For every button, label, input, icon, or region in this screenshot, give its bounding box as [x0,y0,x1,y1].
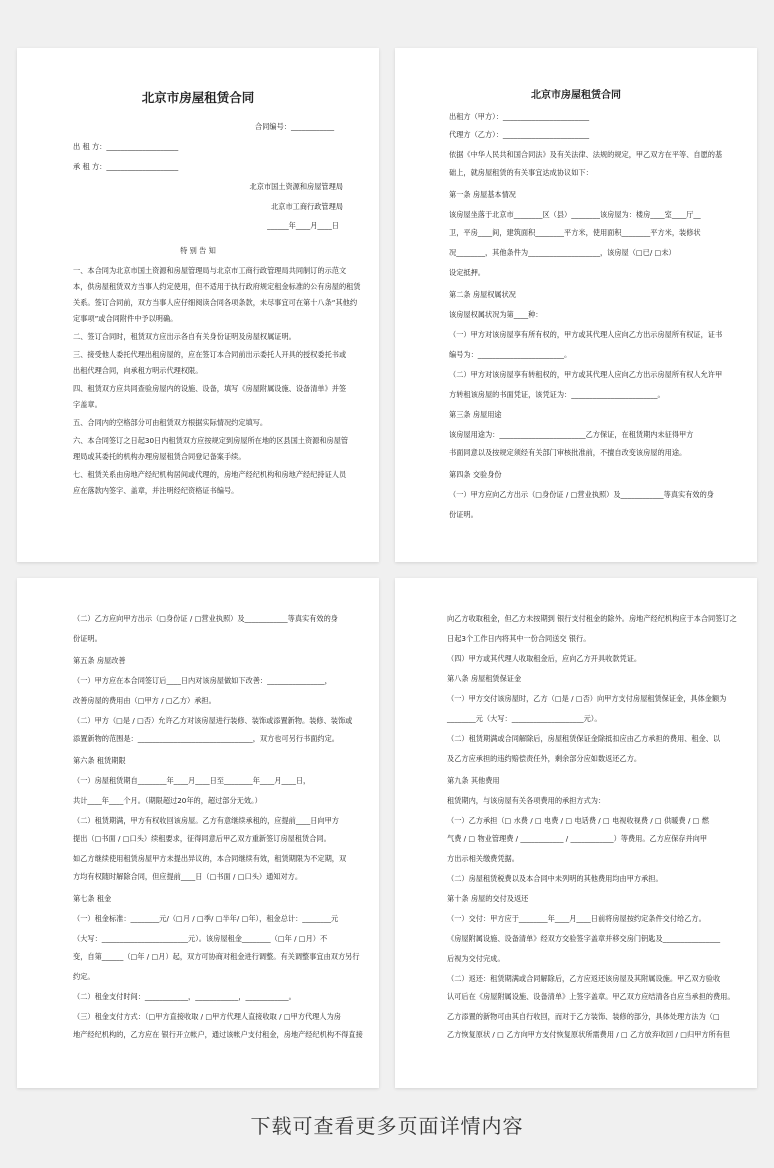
download-more-link[interactable]: 下载可查看更多页面详情内容 [250,1114,524,1138]
text-line: （二）租赁期满，甲方有权收回该房屋。乙方有意继续承租的，应提前____日向甲方 [73,816,339,825]
text-line: 共计____年____个月。（期限超过20年的，超过部分无效。） [73,796,262,805]
contract-page-4 [395,578,757,1088]
text-line: 一、本合同为北京市国土资源和房屋管理局与北京市工商行政管理局共同制订的示范文 [73,266,347,275]
text-line: 编号为：________________________。 [449,350,572,359]
text-line: （大写：________________________元）。该房屋租金________（□年 / □月）不 [73,934,328,943]
text-line: （二）租赁期满或合同解除后，房屋租赁保证金除抵扣应由乙方承担的费用、租金、以 [447,734,721,743]
text-line: 字盖章。 [73,400,102,409]
text-line: （一）乙方承担（□ 水费 / □ 电费 / □ 电话费 / □ 电视收视费 / □ 供暖费 / □ 燃 [447,816,709,825]
text-line: 乙方恢复原状 / □ 乙方向甲方支付恢复原状所需费用 / □ 乙方放弃收回 / □归甲方所有但 [447,1030,731,1039]
text-line: 后视为交付完成。 [447,954,505,963]
text-line: 《房屋附属设施、设备清单》经双方交验签字盖章并移交房门钥匙及________________ [447,934,721,943]
contract-number-line: 合同编号：____________ [255,122,335,131]
text-line: 七、租赁关系由房地产经纪机构居间或代理的，房地产经纪机构和房地产经纪持证人员 [73,470,347,479]
article-heading: 第六条 租赁期限 [73,756,126,765]
text-line: 提出（□书面 / □口头）续租要求，征得同意后甲乙双方重新签订房屋租赁合同。 [73,834,331,843]
contract-page-2 [395,48,757,562]
text-line: （二）甲方对该房屋享有转租权的，甲方或其代理人应向乙方出示房屋所有权人允许甲 [449,370,723,379]
article-heading: 第八条 房屋租赁保证金 [447,674,522,683]
issuer-line: 北京市国土资源和房屋管理局 [249,182,343,191]
text-line: 方出示相关缴费凭据。 [447,854,519,863]
text-line: （一）甲方应向乙方出示（□身份证 / □营业执照）及____________等真实有效的身 [449,490,714,499]
text-line: （三）租金支付方式：（□甲方直接收取 / □甲方代理人直接收取 / □甲方代理人为房 [73,1012,341,1021]
text-line: 日起3个工作日内将其中一份合同送交 银行。 [447,634,591,643]
text-line: 及乙方应承担的违约赔偿责任外，剩余部分应如数返还乙方。 [447,754,642,763]
text-line: 方均有权随时解除合同，但应提前____日（□书面 / □口头）通知对方。 [73,872,303,881]
text-line: 该房屋权属状况为第____种： [449,310,543,319]
text-line: （二）租金支付时间：____________，____________，____________。 [73,992,296,1001]
text-line: 份证明。 [449,510,478,519]
text-line: （四）甲方或其代理人收取租金后，应向乙方开具收款凭证。 [447,654,642,663]
text-line: 定事项”或合同附件中予以明确。 [73,314,178,323]
text-line: （二）返还：租赁期满或合同解除后，乙方应返还该房屋及其附属设施。甲乙双方验收 [447,974,721,983]
text-line: （二）房屋租赁税费以及本合同中未列明的其他费用均由甲方承担。 [447,874,663,883]
text-line: 依据《中华人民共和国合同法》及有关法律、法规的规定，甲乙双方在平等、自愿的基 [449,150,723,159]
text-line: 设定抵押。 [449,268,485,277]
text-line: 三、接受他人委托代理出租房屋的，应在签订本合同前出示委托人开具的授权委托书或 [73,350,347,359]
section-heading: 特 别 告 知 [180,246,216,255]
text-line: 六、本合同签订之日起30日内租赁双方应按规定到房屋所在地的区县国土资源和房屋管 [73,436,349,445]
text-line: 关系。签订合同前，双方当事人应仔细阅读合同各项条款，未尽事宜可在第十八条“其他约 [73,298,358,307]
text-line: 出租代理合同，向承租方明示代理权限。 [73,366,203,375]
lessee-line: 承 租 方：____________________ [73,162,179,171]
text-line: 租赁期内，与该房屋有关各项费用的承担方式为： [447,796,606,805]
article-heading: 第四条 交验身份 [449,470,502,479]
text-line: 础上，就房屋租赁的有关事宜达成协议如下： [449,168,593,177]
text-line: 份证明。 [73,634,102,643]
text-line: 地产经纪机构的，乙方应在 银行开立帐户，通过该帐户支付租金，房地产经纪机构不得直接 [73,1030,363,1039]
text-line: 约定。 [73,972,95,981]
lessor-line: 出租方（甲方）：________________________ [449,112,590,121]
text-line: （一）甲方交付该房屋时，乙方（□是 / □否）向甲方支付房屋租赁保证金，具体金额为 [447,694,727,703]
contract-page-1 [17,48,379,562]
text-line: 变，自第______（□年 / □月）起，双方可协商对租金进行调整。有关调整事宜由双方另行 [73,952,360,961]
text-line: 认可后在《房屋附属设施、设备清单》上签字盖章。甲乙双方应结清各自应当承担的费用。 [447,992,735,1001]
text-line: 乙方添置的新物可由其自行收回，而对于乙方装饰、装修的部分，具体处理方法为（□ [447,1012,720,1021]
text-line: （一）房屋租赁期自________年____月____日至________年____月____日， [73,776,311,785]
text-line: 本，供房屋租赁双方当事人约定使用，但不适用于执行政府规定租金标准的公有房屋的租赁 [73,282,361,291]
text-line: 卫，平房____间，建筑面积________平方米，使用面积________平方米，装修状 [449,228,701,237]
text-line: 四、租赁双方应共同查验房屋内的设施、设备，填写《房屋附属设施、设备清单》并签 [73,384,347,393]
text-line: 书面同意以及按规定须经有关部门审核批准前，不擅自改变该房屋的用途。 [449,448,687,457]
agent-line: 代理方（乙方）：________________________ [449,130,590,139]
text-line: 二、签订合同时，租赁双方应出示各自有关身份证明及房屋权属证明。 [73,332,296,341]
article-heading: 第九条 其他费用 [447,776,500,785]
text-line: （一）甲方应在本合同签订后____日内对该房屋做如下改善：________________， [73,676,332,685]
text-line: 五、合同内的空格部分可由租赁双方根据实际情况约定填写。 [73,418,268,427]
article-heading: 第五条 房屋改善 [73,656,126,665]
text-line: 理局或其委托的机构办理房屋租赁合同登记备案手续。 [73,452,246,461]
article-heading: 第十条 房屋的交付及返还 [447,894,529,903]
text-line: （一）租金标准：________元/（□月 / □季/ □半年/ □年），租金总计：________元 [73,914,339,923]
text-line: 改善房屋的费用由（□甲方 / □乙方）承担。 [73,696,216,705]
lessor-line: 出 租 方：____________________ [73,142,179,151]
text-line: （二）乙方应向甲方出示（□身份证 / □营业执照）及____________等真实有效的身 [73,614,338,623]
issuer-line: 北京市工商行政管理局 [271,202,343,211]
text-line: 况________，其他条件为____________________，该房屋（□已/ □未） [449,248,676,257]
text-line: 如乙方继续使用租赁房屋甲方未提出异议的，本合同继续有效，租赁期限为不定期，双 [73,854,347,863]
article-heading: 第一条 房屋基本情况 [449,190,516,199]
text-line: （一）交付：甲方应于________年____月____日前将房屋按约定条件交付给乙方。 [447,914,706,923]
text-line: 方转租该房屋的书面凭证，该凭证为：________________________。 [449,390,665,399]
text-line: 添置新物的范围是：________________________________，双方也可另行书面约定。 [73,734,339,743]
article-heading: 第三条 房屋用途 [449,410,502,419]
text-line: 该房屋坐落于北京市________区（县）________该房屋为：楼房____室____厅__ [449,210,701,219]
text-line: （一）甲方对该房屋享有所有权的，甲方或其代理人应向乙方出示房屋所有权证，证书 [449,330,723,339]
date-line: ______年____月____日 [267,221,339,230]
text-line: 气费 / □ 物业管理费 / ____________ / ____________）等费用。乙方应保存并向甲 [447,834,708,843]
text-line: 应在落款内签字、盖章，并注明经纪资格证书编号。 [73,486,239,495]
text-line: 该房屋用途为：________________________乙方保证，在租赁期内未征得甲方 [449,430,694,439]
page-title: 北京市房屋租赁合同 [141,90,255,105]
text-line: ________元（大写：____________________元）。 [447,714,602,723]
text-line: （二）甲方（□是 / □否）允许乙方对该房屋进行装修、装饰或添置新物。装修、装饰或 [73,716,353,725]
article-heading: 第七条 租金 [73,894,112,903]
article-heading: 第二条 房屋权属状况 [449,290,516,299]
contract-page-3 [17,578,379,1088]
page-title: 北京市房屋租赁合同 [531,90,621,101]
text-line: 向乙方收取租金，但乙方未按期到 银行支付租金的除外。房地产经纪机构应于本合同签订之 [447,614,737,623]
